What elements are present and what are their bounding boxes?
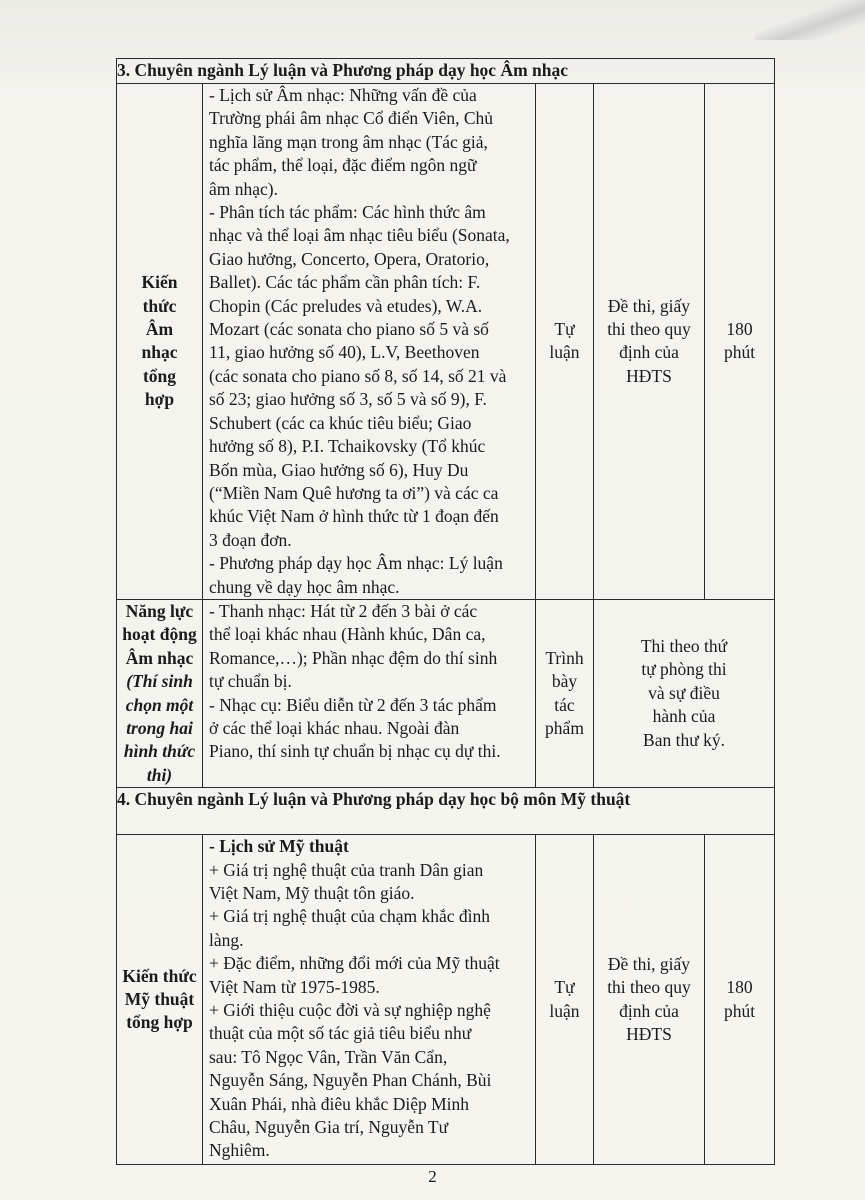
content-line: sau: Tô Ngọc Vân, Trần Văn Cẩn,: [209, 1046, 448, 1067]
content-heading: - Lịch sử Mỹ thuật: [209, 836, 349, 857]
exam-form-cell: [536, 599, 594, 787]
subject-name-line: tổng: [142, 365, 177, 386]
content-line: Nguyễn Sáng, Nguyễn Phan Chánh, Bùi: [209, 1070, 492, 1091]
subject-name-line: Mỹ thuật: [124, 988, 195, 1009]
exam-form-line: Tự: [554, 319, 575, 340]
content-line: Giao hưởng, Concerto, Opera, Oratorio,: [209, 248, 490, 269]
exam-condition-line: HĐTS: [626, 1024, 672, 1045]
exam-duration-cell: [705, 84, 775, 600]
content-line: Trường phái âm nhạc Cổ điển Viên, Chủ: [209, 108, 494, 129]
exam-form-line: luận: [549, 1000, 580, 1021]
exam-condition-cell: [594, 599, 775, 787]
subject-name-cell: [117, 84, 203, 600]
subject-note-line: (Thí sinh: [126, 671, 193, 692]
exam-condition-line: định của: [619, 342, 679, 363]
content-line: Bốn mùa, Giao hưởng số 6), Huy Du: [209, 459, 469, 480]
content-line: Việt Nam, Mỹ thuật tôn giáo.: [209, 883, 415, 903]
content-description-cell: [203, 599, 536, 787]
subject-name-cell: [117, 599, 203, 787]
subject-note-line: trong hai: [126, 717, 193, 738]
exam-duration-line: 180: [726, 977, 753, 998]
exam-condition-line: thi theo quy: [607, 977, 691, 998]
content-description-cell: [203, 835, 536, 1165]
section-3-title: 3. Chuyên ngành Lý luận và Phương pháp dạy học Âm nhạc: [117, 59, 775, 84]
content-line: nhạc và thể loại âm nhạc tiêu biểu (Sonata,: [209, 225, 510, 246]
content-line: Chopin (Các preludes và etudes), W.A.: [209, 295, 483, 316]
section-3-row-knowledge: [117, 84, 775, 600]
content-line: thể loại khác nhau (Hành khúc, Dân ca,: [209, 624, 486, 645]
exam-form-line: tác: [554, 694, 575, 715]
content-line: Piano, thí sinh tự chuẩn bị nhạc cụ dự thi.: [209, 741, 501, 762]
content-line: thuật của một số tác giả tiêu biểu như: [209, 1023, 472, 1044]
content-description-cell: [203, 84, 536, 600]
scan-artifact: [755, 0, 865, 40]
content-line: làng.: [209, 929, 244, 950]
content-line: - Phương pháp dạy học Âm nhạc: Lý luận: [209, 553, 503, 574]
exam-form-cell: [536, 84, 594, 600]
subject-name-line: hoạt động: [122, 624, 197, 645]
exam-condition-line: HĐTS: [626, 365, 672, 386]
subject-name-line: Kiến thức: [122, 965, 197, 986]
subject-name-line: thức: [142, 295, 177, 316]
content-line: 3 đoạn đơn.: [209, 529, 292, 550]
content-line: (“Miền Nam Quê hương ta ơi”) và các ca: [209, 482, 499, 503]
exam-duration-line: phút: [723, 1000, 756, 1021]
exam-form-line: luận: [549, 342, 580, 363]
content-line: khúc Việt Nam ở hình thức từ 1 đoạn đến: [209, 506, 499, 527]
content-line: chung về dạy học âm nhạc.: [209, 576, 400, 597]
subject-name-line: hợp: [144, 389, 175, 410]
content-line: tự chuẩn bị.: [209, 671, 292, 692]
exam-condition-line: hành của: [652, 706, 716, 727]
content-line: Ballet). Các tác phẩm cần phân tích: F.: [209, 272, 481, 293]
exam-duration-line: 180: [726, 319, 753, 340]
exam-table: [116, 58, 775, 1165]
exam-condition-cell: [594, 84, 705, 600]
section-3-row-performance: [117, 599, 775, 787]
exam-form-line: phẩm: [545, 717, 584, 738]
subject-name-line: nhạc: [141, 342, 178, 363]
content-line: + Đặc điểm, những đổi mới của Mỹ thuật: [209, 953, 500, 974]
content-line: Nghiêm.: [209, 1140, 270, 1161]
content-line: + Giới thiệu cuộc đời và sự nghiệp nghệ: [209, 1000, 491, 1021]
section-4-header-row: [117, 788, 775, 835]
content-line: Mozart (các sonata cho piano số 5 và số: [209, 319, 489, 340]
exam-condition-line: thi theo quy: [607, 319, 691, 340]
content-line: 11, giao hưởng số 40), L.V, Beethoven: [209, 342, 480, 363]
exam-condition-cell: [594, 835, 705, 1165]
exam-condition-line: Đề thi, giấy: [607, 295, 691, 316]
exam-condition-line: Thi theo thứ: [640, 636, 728, 657]
subject-name-line: Năng lực: [125, 600, 194, 621]
exam-condition-line: Ban thư ký.: [643, 729, 725, 750]
exam-condition-line: Đề thi, giấy: [607, 953, 691, 974]
subject-name-line: Kiến: [141, 272, 178, 293]
content-line: + Giá trị nghệ thuật của tranh Dân gian: [209, 859, 484, 880]
subject-name-line: Âm nhạc: [125, 647, 194, 668]
subject-name-line: Âm: [145, 319, 174, 340]
content-line: - Lịch sử Âm nhạc: Những vấn đề của: [209, 85, 477, 105]
content-line: nghĩa lãng mạn trong âm nhạc (Tác giả,: [209, 131, 488, 152]
subject-name-cell: [117, 835, 203, 1165]
content-line: Xuân Phái, nhà điêu khắc Diệp Minh: [209, 1093, 470, 1114]
subject-note-line: hình thức: [123, 741, 196, 762]
page-number: 2: [428, 1167, 437, 1186]
content-line: - Thanh nhạc: Hát từ 2 đến 3 bài ở các: [209, 600, 478, 621]
content-line: ở các thể loại khác nhau. Ngoài đàn: [209, 717, 460, 738]
content-line: + Giá trị nghệ thuật của chạm khắc đình: [209, 906, 491, 927]
section-3-header-row: [117, 59, 775, 84]
content-line: số 23; giao hưởng số 3, số 5 và số 9), F.: [209, 389, 487, 410]
content-line: Việt Nam từ 1975-1985.: [209, 976, 380, 997]
content-line: Romance,…); Phần nhạc đệm do thí sinh: [209, 647, 498, 668]
subject-name-line: tổng hợp: [126, 1012, 193, 1033]
content-line: Châu, Nguyễn Gia trí, Nguyễn Tư: [209, 1117, 449, 1138]
content-line: - Phân tích tác phẩm: Các hình thức âm: [209, 202, 486, 223]
subject-note-line: chọn một: [125, 694, 194, 715]
section-4-row-knowledge: [117, 835, 775, 1165]
exam-form-line: Tự: [554, 977, 575, 998]
content-line: hưởng số 8), P.I. Tchaikovsky (Tổ khúc: [209, 436, 486, 457]
exam-condition-line: định của: [619, 1000, 679, 1021]
content-line: Schubert (các ca khúc tiêu biểu; Giao: [209, 412, 472, 433]
content-line: - Nhạc cụ: Biểu diễn từ 2 đến 3 tác phẩm: [209, 694, 497, 715]
exam-duration-line: phút: [723, 342, 756, 363]
subject-note-line: thi): [146, 764, 173, 785]
exam-form-cell: [536, 835, 594, 1165]
exam-condition-line: và sự điều: [648, 682, 720, 703]
exam-duration-cell: [705, 835, 775, 1165]
exam-form-line: Trình: [545, 647, 584, 668]
content-line: tác phẩm, thể loại, đặc điểm ngôn ngữ: [209, 155, 477, 176]
exam-form-line: bày: [551, 671, 578, 692]
exam-condition-line: tự phòng thi: [641, 659, 727, 680]
section-4-title: 4. Chuyên ngành Lý luận và Phương pháp dạy học bộ môn Mỹ thuật: [117, 788, 775, 835]
content-line: (các sonata cho piano số 8, số 14, số 21 và: [209, 365, 507, 386]
content-line: âm nhạc).: [209, 178, 278, 199]
